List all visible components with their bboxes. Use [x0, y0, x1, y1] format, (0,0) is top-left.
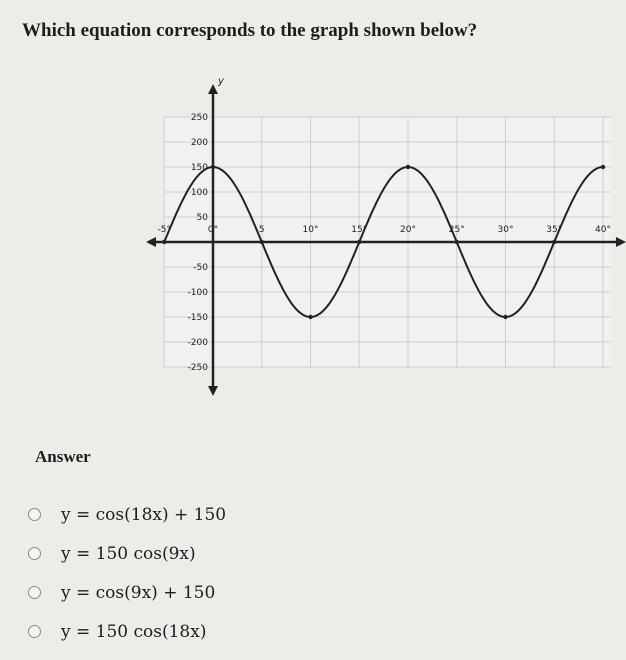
- y-axis-up-arrow: [208, 84, 218, 94]
- choice-3[interactable]: [28, 573, 348, 612]
- x-tick-label: 10°: [302, 225, 319, 235]
- answer-label: Answer: [35, 447, 91, 466]
- question-text: Which equation corresponds to the graph shown below?: [22, 20, 478, 41]
- data-point: [455, 240, 459, 244]
- radio-button[interactable]: [28, 586, 41, 599]
- choice-1[interactable]: [28, 495, 348, 534]
- x-axis-left-arrow: [146, 237, 156, 247]
- y-axis-down-arrow: [208, 386, 218, 396]
- y-tick-label: 250: [190, 113, 208, 123]
- y-tick-label: -150: [187, 313, 208, 323]
- data-point: [162, 240, 166, 244]
- y-tick-label: 150: [190, 163, 208, 173]
- data-point: [308, 315, 312, 319]
- radio-button[interactable]: [28, 625, 41, 638]
- data-point: [601, 165, 605, 169]
- y-tick-label: -100: [187, 288, 208, 298]
- data-point: [406, 165, 410, 169]
- y-tick-label: 100: [190, 188, 208, 198]
- data-point: [503, 315, 507, 319]
- data-point: [357, 240, 361, 244]
- x-tick-label: 40°: [595, 225, 611, 235]
- radio-button[interactable]: [28, 547, 41, 560]
- radio-button[interactable]: [28, 508, 41, 521]
- data-point: [260, 240, 264, 244]
- y-tick-label: -200: [187, 338, 208, 348]
- choice-2[interactable]: [28, 534, 348, 573]
- y-tick-label: 50: [196, 213, 208, 223]
- choice-label: y = 150 cos(9x): [61, 543, 196, 564]
- data-point: [552, 240, 556, 244]
- y-tick-label: 200: [190, 138, 208, 148]
- x-tick-label: -5°: [157, 225, 171, 235]
- choice-label: y = 150 cos(18x): [61, 621, 207, 642]
- choice-label: y = cos(9x) + 150: [61, 582, 216, 603]
- x-tick-label: 0°: [207, 225, 219, 235]
- x-tick-label: 30°: [497, 225, 514, 235]
- x-tick-label: 35°: [546, 225, 563, 235]
- y-tick-label: -50: [193, 263, 208, 273]
- data-point: [211, 165, 215, 169]
- x-tick-label: 25°: [448, 225, 465, 235]
- choice-label: y = cos(18x) + 150: [61, 504, 227, 525]
- x-tick-label: 15°: [351, 225, 368, 235]
- x-tick-label: 20°: [400, 225, 416, 235]
- x-tick-label: 5: [258, 225, 265, 235]
- y-tick-label: -250: [187, 363, 208, 373]
- choice-4[interactable]: [28, 612, 348, 651]
- y-axis-label: y: [218, 76, 224, 87]
- x-axis-right-arrow: [616, 237, 626, 247]
- answer-choices: [28, 495, 348, 651]
